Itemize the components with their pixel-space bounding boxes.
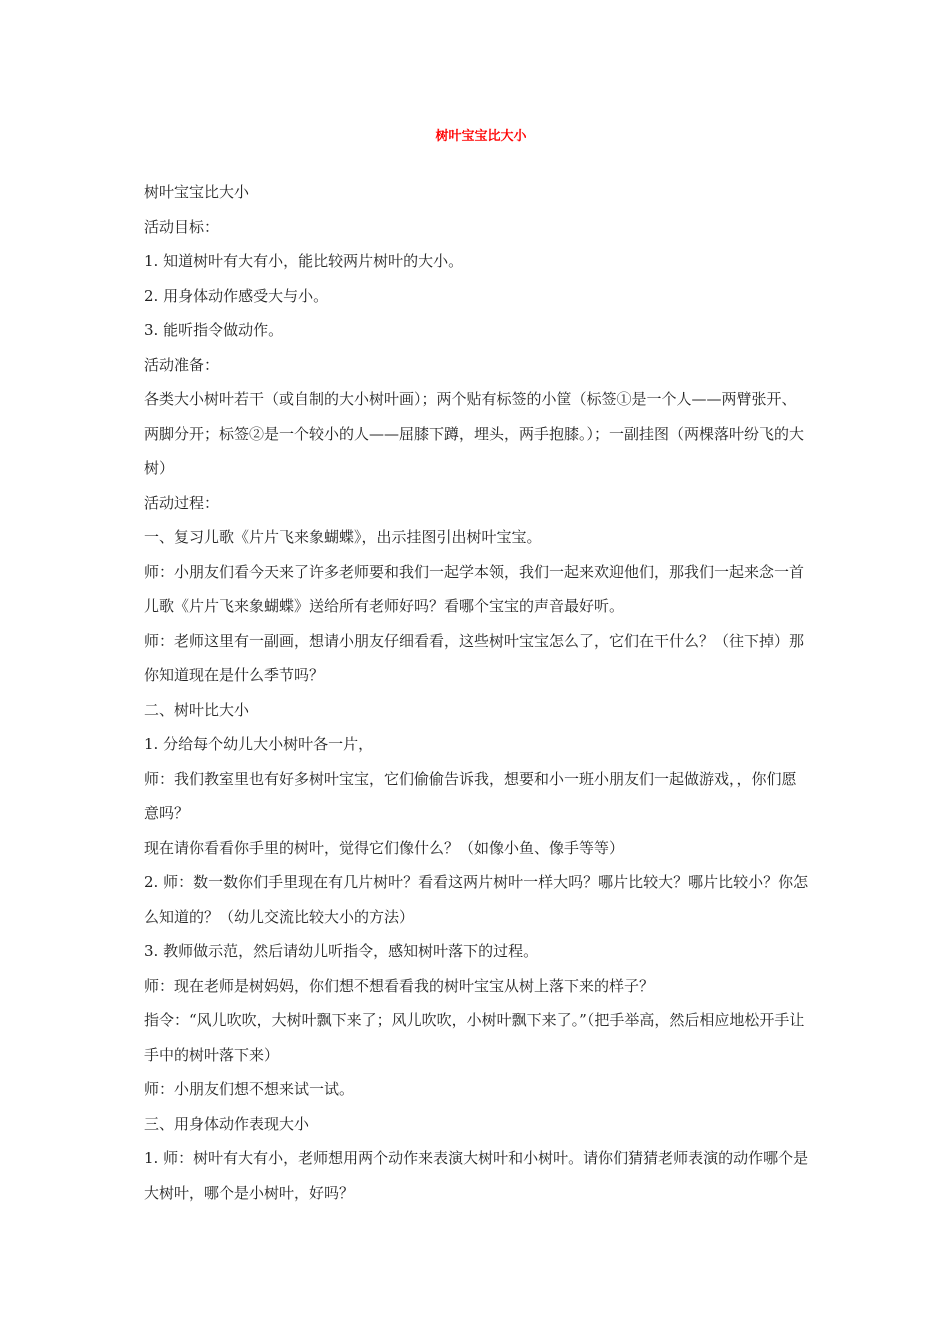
paragraph: 活动目标： <box>144 217 220 236</box>
document-title: 树叶宝宝比大小 <box>435 129 527 144</box>
paragraph: 师：老师这里有一副画，想请小朋友仔细看看，这些树叶宝宝怎么了，它们在干什么？（往下掉）那你知道现在是什么季节吗？ <box>144 631 805 684</box>
document-body <box>144 175 810 1210</box>
paragraph: 师：我们教室里也有好多树叶宝宝，它们偷偷告诉我，想要和小一班小朋友们一起做游戏，，你们愿意吗？ <box>144 769 797 822</box>
paragraph: 一、复习儿歌《片片飞来象蝴蝶》，出示挂图引出树叶宝宝。 <box>144 528 542 546</box>
paragraph: 现在请你看看你手里的树叶，觉得它们像什么？（如像小鱼、像手等等） <box>144 838 625 857</box>
paragraph: 2. 用身体动作感受大与小。 <box>144 286 329 305</box>
paragraph: 各类大小树叶若干（或自制的大小树叶画）；两个贴有标签的小筐（标签①是一个人——两臂张开、两脚分开；标签②是一个较小的人——屈膝下蹲，埋头，两手抱膝。）；一副挂图（两棵落叶纷飞的大树） <box>144 390 805 477</box>
paragraph: 3. 能听指令做动作。 <box>144 321 284 339</box>
paragraph: 树叶宝宝比大小 <box>144 183 250 201</box>
paragraph: 师：现在老师是树妈妈，你们想不想看看我的树叶宝宝从树上落下来的样子？ <box>144 976 655 995</box>
paragraph: 指令：“风儿吹吹，大树叶飘下来了；风儿吹吹，小树叶飘下来了。”（把手举高，然后相应地松开手让手中的树叶落下来） <box>144 1011 805 1064</box>
paragraph: 三、用身体动作表现大小 <box>144 1114 310 1133</box>
paragraph: 1. 知道树叶有大有小，能比较两片树叶的大小。 <box>144 252 464 270</box>
paragraph: 1. 分给每个幼儿大小树叶各一片， <box>144 735 374 753</box>
paragraph: 二、树叶比大小 <box>144 700 250 719</box>
paragraph: 活动过程： <box>144 493 220 512</box>
paragraph: 3. 教师做示范，然后请幼儿听指令，感知树叶落下的过程。 <box>144 942 539 960</box>
paragraph: 1. 师：树叶有大有小，老师想用两个动作来表演大树叶和小树叶。请你们猜猜老师表演的动作哪个是大树叶，哪个是小树叶，好吗？ <box>144 1149 809 1202</box>
paragraph: 活动准备： <box>144 355 220 374</box>
paragraph: 师：小朋友们想不想来试一试。 <box>144 1080 355 1098</box>
paragraph: 师：小朋友们看今天来了许多老师要和我们一起学本领，我们一起来欢迎他们，那我们一起来念一首儿歌《片片飞来象蝴蝶》送给所有老师好吗？看哪个宝宝的声音最好听。 <box>144 562 805 615</box>
paragraph: 2. 师：数一数你们手里现在有几片树叶？看看这两片树叶一样大吗？哪片比较大？哪片比较小？你怎么知道的？（幼儿交流比较大小的方法） <box>144 873 809 926</box>
